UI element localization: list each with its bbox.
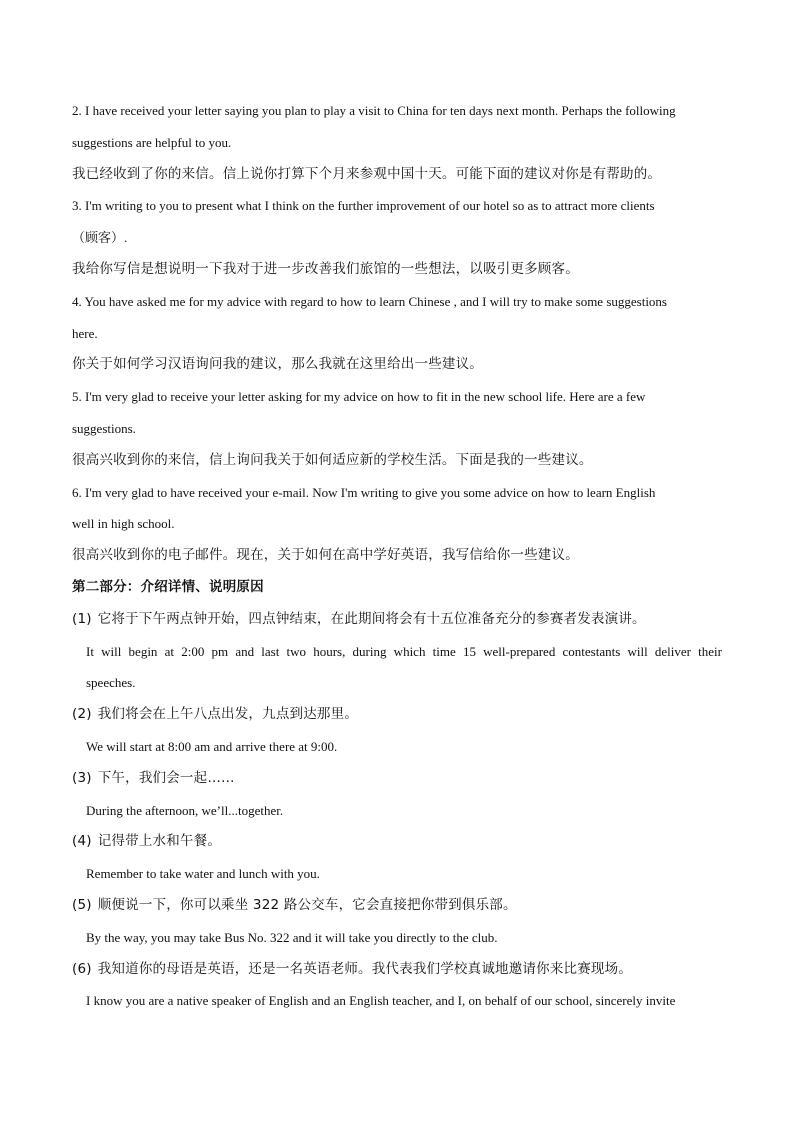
phrase-5-number: (5)	[72, 896, 92, 913]
item-4-english-line-2: here.	[72, 325, 98, 341]
item-5-chinese: 很高兴收到你的来信，信上询问我关于如何适应新的学校生活。下面是我的一些建议。	[72, 451, 593, 468]
phrase-3-english: During the afternoon, we’ll...together.	[86, 802, 284, 818]
phrase-1-chinese	[72, 604, 722, 636]
phrase-4-chinese-text: 记得带上水和午餐。	[97, 833, 222, 850]
phrase-6-chinese-text: 我知道你的母语是英语，还是一名英语老师。我代表我们学校真诚地邀请你来比赛现场。	[97, 960, 633, 977]
item-6-english-line-1: 6. I'm very glad to have received your e-mail. Now I'm writing to give you some advice on how to learn English	[72, 484, 656, 500]
item-3-chinese: 我给你写信是想说明一下我对于进一步改善我们旅馆的一些想法，以吸引更多顾客。	[72, 260, 579, 277]
item-6-chinese: 很高兴收到你的电子邮件。现在，关于如何在高中学好英语，我写信给你一些建议。	[72, 547, 579, 564]
phrase-5-english: By the way, you may take Bus No. 322 and it will take you directly to the club.	[86, 929, 498, 945]
item-3-english-line-1: 3. I'm writing to you to present what I think on the further improvement of our hotel so as to attract more clients	[72, 198, 655, 214]
phrase-4-number: (4)	[72, 833, 92, 850]
phrase-3-chinese-text: 下午，我们会一起……	[97, 769, 235, 786]
phrase-5-chinese	[72, 890, 722, 922]
item-4-english-line-1: 4. You have asked me for my advice with regard to how to learn Chinese , and I will try to make some suggestions	[72, 293, 667, 309]
phrase-3-chinese	[72, 763, 722, 795]
phrase-2-english: We will start at 8:00 am and arrive there at 9:00.	[86, 738, 338, 754]
phrase-5-chinese-text: 顺便说一下，你可以乘坐 322 路公交车，它会直接把你带到俱乐部。	[97, 896, 517, 913]
item-5-english-line-1: 5. I'm very glad to receive your letter asking for my advice on how to fit in the new school life. Here are a few	[72, 389, 646, 405]
phrase-6-english: I know you are a native speaker of English and an English teacher, and I, on behalf of our school, sincerely invite	[86, 993, 676, 1009]
phrase-4-chinese	[72, 826, 722, 858]
item-6-english-line-2: well in high school.	[72, 516, 175, 532]
phrase-4-english: Remember to take water and lunch with you.	[86, 866, 320, 882]
item-5-english-line-2: suggestions.	[72, 420, 136, 436]
item-2-english-line-2: suggestions are helpful to you.	[72, 134, 232, 150]
phrase-2-number: (2)	[72, 706, 92, 723]
phrase-1-chinese-text: 它将于下午两点钟开始，四点钟结束，在此期间将会有十五位准备充分的参赛者发表演讲。	[97, 610, 646, 627]
phrase-2-chinese	[72, 699, 722, 731]
phrase-6-chinese	[72, 954, 722, 986]
phrase-1-english-line-2: speeches.	[86, 675, 136, 691]
item-2-english-line-1: 2. I have received your letter saying you plan to play a visit to China for ten days next month. Perhaps the following	[72, 103, 676, 118]
phrase-3-number: (3)	[72, 769, 92, 786]
section-heading: 第二部分：介绍详情、说明原因	[72, 578, 264, 595]
item-3-english-line-2: （顾客）.	[72, 230, 128, 246]
item-2-chinese: 我已经收到了你的来信。信上说你打算下个月来参观中国十天。可能下面的建议对你是有帮助的。	[72, 165, 662, 182]
document-page	[72, 95, 722, 1017]
phrase-1-english-line-1: It will begin at 2:00 pm and last two hours, during which time 15 well-prepared contestants will deliver their	[86, 643, 722, 659]
phrase-1-number: (1)	[72, 610, 92, 627]
phrase-6-number: (6)	[72, 960, 92, 977]
phrase-2-chinese-text: 我们将会在上午八点出发，九点到达那里。	[97, 706, 359, 723]
item-4-chinese: 你关于如何学习汉语询问我的建议，那么我就在这里给出一些建议。	[72, 356, 483, 373]
